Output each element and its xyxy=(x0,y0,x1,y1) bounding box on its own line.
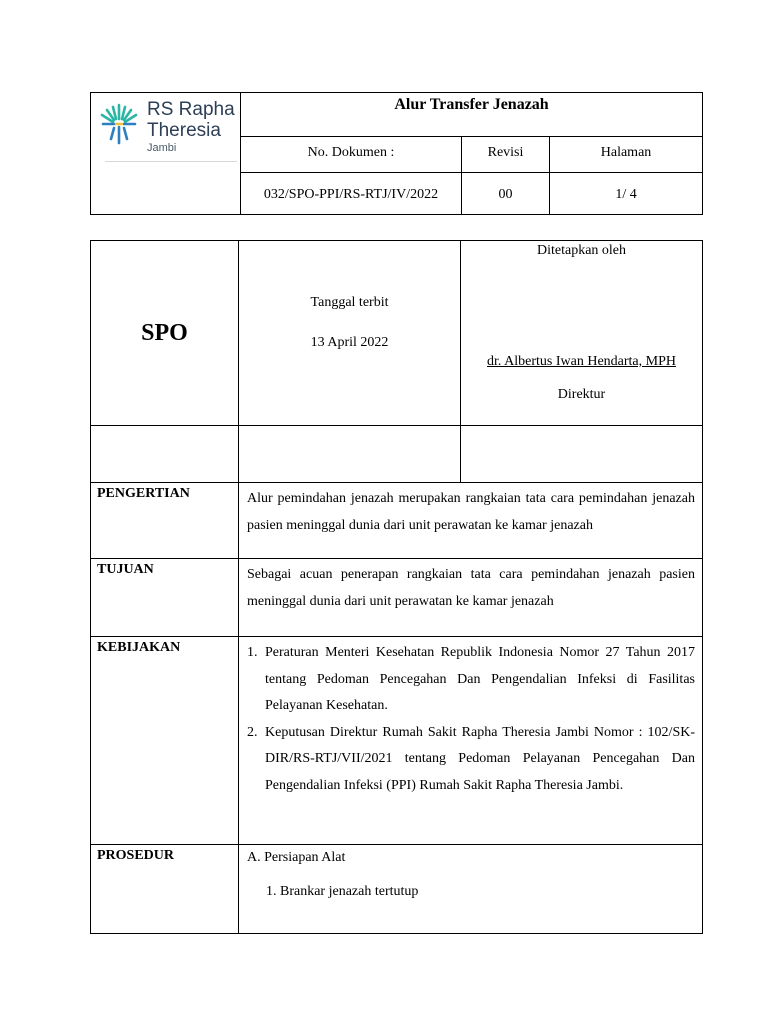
kebijakan-list xyxy=(247,640,695,799)
pengertian-label: PENGERTIAN xyxy=(91,483,239,559)
logo-city: Jambi xyxy=(147,142,177,154)
halaman-value: 1/ 4 xyxy=(550,173,703,215)
rapha-cross-logo-icon xyxy=(99,101,139,145)
pengertian-text: Alur pemindahan jenazah merupakan rangkaian tata cara pemindahan jenazah pasien meninggal dunia dari unit perawatan ke kamar jenazah xyxy=(239,483,703,559)
pengertian-row xyxy=(91,483,703,559)
signatory-name: dr. Albertus Iwan Hendarta, MPH xyxy=(487,354,676,369)
logo-divider xyxy=(105,161,237,162)
tujuan-row xyxy=(91,559,703,637)
tujuan-text: Sebagai acuan penerapan rangkaian tata cara pemindahan jenazah pasien meninggal dunia dari unit perawatan ke kamar jenazah xyxy=(239,559,703,637)
kebijakan-row xyxy=(91,637,703,845)
kebijakan-body xyxy=(239,637,703,845)
prosedur-item: 1. Brankar jenazah tertutup xyxy=(266,884,419,899)
kebijakan-item-number: 2. xyxy=(247,724,258,740)
tanggal-terbit-value: 13 April 2022 xyxy=(310,335,389,350)
tujuan-label: TUJUAN xyxy=(91,559,239,637)
logo-cell xyxy=(91,93,241,215)
kebijakan-item-text: Keputusan Direktur Rumah Sakit Rapha Theresia Jambi Nomor : 102/SK-DIR/RS-RTJ/VII/2021 tentang Pedoman Pelayanan Pencegahan Dan Pengendalian Infeksi (PPI) Rumah Sakit Rapha Theresia Jambi. xyxy=(265,724,695,793)
document-title: Alur Transfer Jenazah xyxy=(241,93,703,137)
blank-row xyxy=(91,426,703,483)
kebijakan-label: KEBIJAKAN xyxy=(91,637,239,845)
logo-name-line1: RS Rapha xyxy=(147,99,235,120)
kebijakan-item xyxy=(247,640,695,720)
kebijakan-item-text: Peraturan Menteri Kesehatan Republik Indonesia Nomor 27 Tahun 2017 tentang Pedoman Pencegahan Dan Pengendalian Infeksi di Fasilitas Pelayanan Kesehatan. xyxy=(265,645,695,713)
signatory-role: Direktur xyxy=(557,387,606,402)
logo-name-line2: Theresia xyxy=(147,120,221,141)
prosedur-body xyxy=(239,845,703,934)
doc-no-label: No. Dokumen : xyxy=(241,137,462,173)
tanggal-terbit-cell xyxy=(239,241,461,426)
tanggal-terbit-label: Tanggal terbit xyxy=(310,295,389,310)
prosedur-subheading: A. Persiapan Alat xyxy=(247,850,346,865)
prosedur-row xyxy=(91,845,703,934)
ditetapkan-label: Ditetapkan oleh xyxy=(536,243,627,258)
blank-cell xyxy=(91,426,239,483)
document-header-table xyxy=(90,92,703,215)
ditetapkan-cell xyxy=(461,241,703,426)
kebijakan-item-number: 1. xyxy=(247,645,258,660)
blank-cell xyxy=(239,426,461,483)
spo-body-table xyxy=(90,240,703,934)
spo-label: SPO xyxy=(91,241,239,426)
kebijakan-item xyxy=(247,720,695,800)
revisi-value: 00 xyxy=(462,173,550,215)
halaman-label: Halaman xyxy=(550,137,703,173)
blank-cell xyxy=(461,426,703,483)
prosedur-label: PROSEDUR xyxy=(91,845,239,934)
doc-no-value: 032/SPO-PPI/RS-RTJ/IV/2022 xyxy=(241,173,462,215)
revisi-label: Revisi xyxy=(462,137,550,173)
